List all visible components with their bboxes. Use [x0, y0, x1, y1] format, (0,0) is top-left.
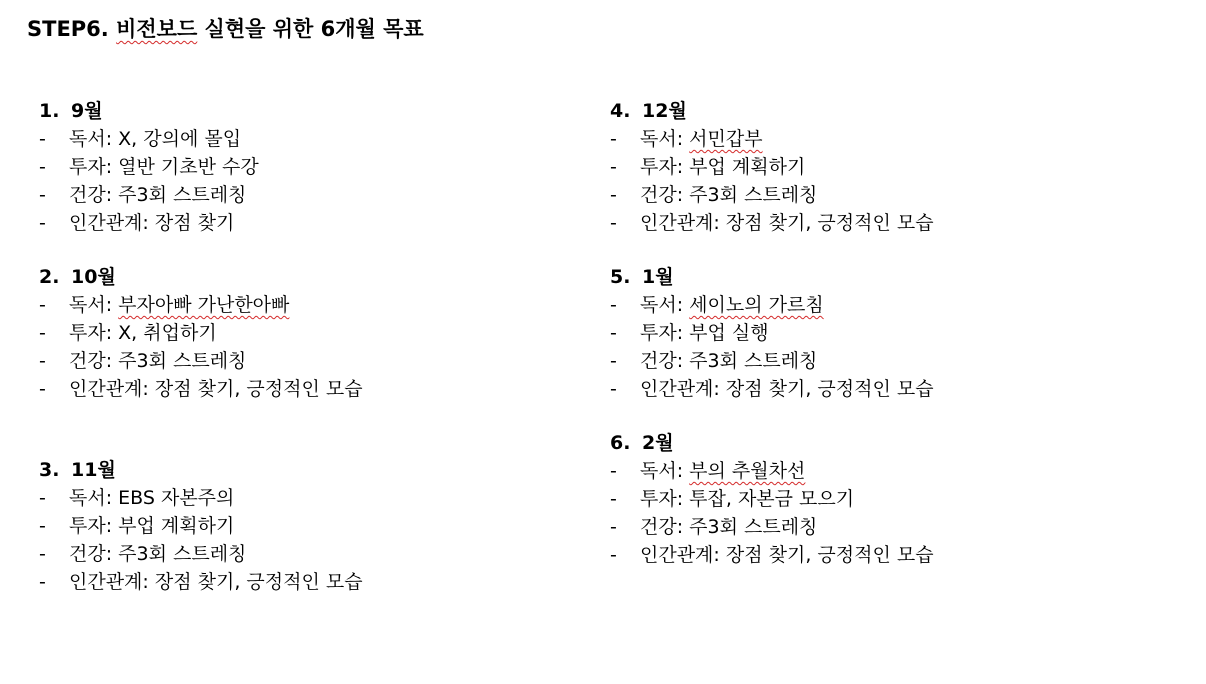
- item-value: 주3회 스트레칭: [689, 184, 818, 206]
- item-value: 장점 찾기, 긍정적인 모습: [154, 378, 363, 400]
- bullet-dash: -: [39, 487, 46, 509]
- item-label: 인간관계:: [69, 212, 155, 234]
- bullet-dash: -: [39, 322, 46, 344]
- goal-block: [39, 263, 599, 403]
- list-item: [610, 291, 1170, 319]
- month-number: 4.: [610, 100, 631, 122]
- list-item: [610, 457, 1170, 485]
- bullet-dash: -: [39, 571, 46, 593]
- item-label: 인간관계:: [69, 571, 155, 593]
- item-value: 부업 계획하기: [118, 515, 235, 537]
- item-value: 주3회 스트레칭: [118, 543, 247, 565]
- item-label: 독서:: [69, 294, 119, 316]
- list-item: [610, 375, 1170, 403]
- month-heading: [610, 429, 1170, 457]
- goal-block: [610, 429, 1170, 569]
- item-value: 주3회 스트레칭: [689, 350, 818, 372]
- bullet-dash: -: [39, 184, 46, 206]
- list-item: [39, 319, 599, 347]
- bullet-dash: -: [39, 515, 46, 537]
- goal-block: [610, 97, 1170, 237]
- list-item: [610, 209, 1170, 237]
- item-label: 인간관계:: [69, 378, 155, 400]
- goal-block: [39, 97, 599, 237]
- item-label: 건강:: [640, 350, 690, 372]
- month-label: 12월: [642, 100, 687, 122]
- item-value: 부자아빠 가난한아빠: [118, 294, 290, 316]
- month-label: 1월: [642, 266, 674, 288]
- month-heading: [610, 97, 1170, 125]
- month-number: 2.: [39, 266, 60, 288]
- bullet-dash: -: [610, 128, 617, 150]
- bullet-dash: -: [39, 294, 46, 316]
- item-value: 주3회 스트레칭: [689, 516, 818, 538]
- bullet-dash: -: [610, 516, 617, 538]
- month-heading: [39, 97, 599, 125]
- item-label: 건강:: [69, 543, 119, 565]
- list-item: [39, 540, 599, 568]
- list-item: [39, 209, 599, 237]
- month-number: 1.: [39, 100, 60, 122]
- list-item: [39, 125, 599, 153]
- item-label: 독서:: [69, 128, 119, 150]
- bullet-dash: -: [610, 544, 617, 566]
- goal-block: [610, 263, 1170, 403]
- item-value: 열반 기초반 수강: [118, 156, 259, 178]
- month-heading: [39, 263, 599, 291]
- bullet-dash: -: [610, 294, 617, 316]
- item-label: 독서:: [640, 128, 690, 150]
- list-item: [610, 513, 1170, 541]
- list-item: [610, 153, 1170, 181]
- goal-block: [39, 456, 599, 596]
- bullet-dash: -: [610, 378, 617, 400]
- item-value: 장점 찾기: [154, 212, 235, 234]
- bullet-dash: -: [610, 322, 617, 344]
- bullet-dash: -: [39, 156, 46, 178]
- item-value: 장점 찾기, 긍정적인 모습: [725, 378, 934, 400]
- bullet-dash: -: [610, 488, 617, 510]
- month-heading: [39, 456, 599, 484]
- list-item: [39, 568, 599, 596]
- list-item: [39, 347, 599, 375]
- item-label: 건강:: [69, 184, 119, 206]
- item-label: 투자:: [69, 156, 119, 178]
- item-value: 부업 실행: [689, 322, 769, 344]
- page-title: [27, 14, 424, 44]
- bullet-dash: -: [39, 350, 46, 372]
- bullet-dash: -: [610, 460, 617, 482]
- item-label: 건강:: [640, 516, 690, 538]
- list-item: [610, 541, 1170, 569]
- item-value: 부의 추월차선: [689, 460, 806, 482]
- item-label: 투자:: [69, 322, 119, 344]
- month-label: 9월: [71, 100, 103, 122]
- page-title-underlined: 비전보드: [116, 17, 198, 41]
- item-value: 장점 찾기, 긍정적인 모습: [725, 544, 934, 566]
- month-label: 11월: [71, 459, 116, 481]
- month-number: 5.: [610, 266, 631, 288]
- page-title-prefix: STEP6.: [27, 17, 117, 41]
- bullet-dash: -: [610, 156, 617, 178]
- list-item: [610, 319, 1170, 347]
- item-label: 독서:: [69, 487, 119, 509]
- item-value: 부업 계획하기: [689, 156, 806, 178]
- page-title-suffix: 실현을 위한 6개월 목표: [197, 17, 424, 41]
- item-value: 주3회 스트레칭: [118, 184, 247, 206]
- item-label: 독서:: [640, 460, 690, 482]
- month-number: 3.: [39, 459, 60, 481]
- item-label: 투자:: [640, 322, 690, 344]
- item-value: 세이노의 가르침: [689, 294, 824, 316]
- list-item: [39, 375, 599, 403]
- item-value: 장점 찾기, 긍정적인 모습: [725, 212, 934, 234]
- bullet-dash: -: [610, 350, 617, 372]
- month-number: 6.: [610, 432, 631, 454]
- item-value: 주3회 스트레칭: [118, 350, 247, 372]
- list-item: [39, 181, 599, 209]
- list-item: [39, 291, 599, 319]
- bullet-dash: -: [39, 128, 46, 150]
- list-item: [610, 347, 1170, 375]
- item-value: 투잡, 자본금 모으기: [689, 488, 855, 510]
- item-value: 서민갑부: [689, 128, 763, 150]
- item-label: 투자:: [69, 515, 119, 537]
- item-value: X, 강의에 몰입: [118, 128, 242, 150]
- month-heading: [610, 263, 1170, 291]
- item-label: 인간관계:: [640, 378, 726, 400]
- item-label: 투자:: [640, 488, 690, 510]
- bullet-dash: -: [610, 184, 617, 206]
- list-item: [39, 153, 599, 181]
- item-label: 인간관계:: [640, 544, 726, 566]
- item-label: 독서:: [640, 294, 690, 316]
- item-label: 건강:: [640, 184, 690, 206]
- list-item: [610, 181, 1170, 209]
- item-label: 투자:: [640, 156, 690, 178]
- month-label: 10월: [71, 266, 116, 288]
- item-label: 인간관계:: [640, 212, 726, 234]
- item-value: X, 취업하기: [118, 322, 217, 344]
- item-label: 건강:: [69, 350, 119, 372]
- bullet-dash: -: [39, 543, 46, 565]
- list-item: [610, 125, 1170, 153]
- bullet-dash: -: [39, 378, 46, 400]
- list-item: [39, 512, 599, 540]
- bullet-dash: -: [610, 212, 617, 234]
- item-value: EBS 자본주의: [118, 487, 235, 509]
- item-value: 장점 찾기, 긍정적인 모습: [154, 571, 363, 593]
- list-item: [610, 485, 1170, 513]
- bullet-dash: -: [39, 212, 46, 234]
- month-label: 2월: [642, 432, 674, 454]
- list-item: [39, 484, 599, 512]
